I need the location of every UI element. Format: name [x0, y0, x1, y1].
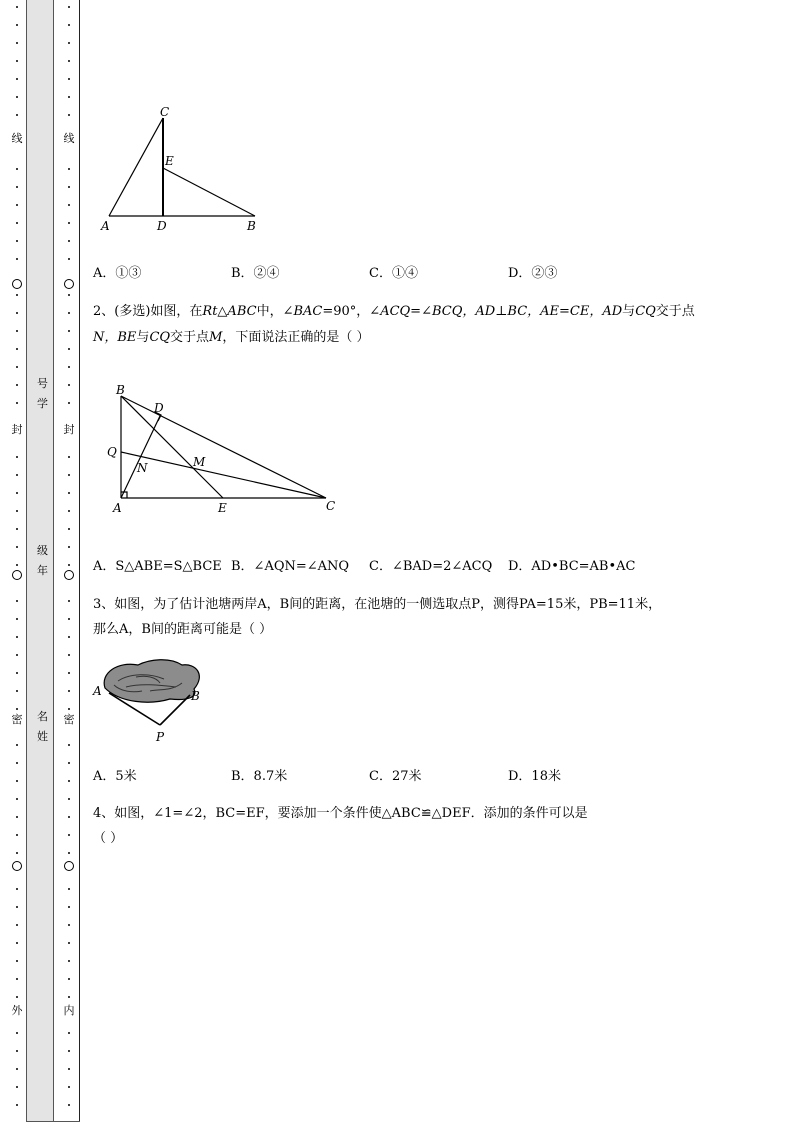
student-number-label-char: 号: [37, 377, 48, 390]
margin-dot: [16, 312, 18, 314]
q2-option-a[interactable]: A．S△ABE=S△BCE: [93, 559, 222, 574]
inner-circle-marker: [64, 279, 74, 289]
margin-dot: [16, 6, 18, 8]
name-label-char: 名: [37, 710, 48, 723]
margin-dot: [68, 834, 70, 836]
margin-dot: [68, 456, 70, 458]
margin-dot: [68, 798, 70, 800]
q3-point-B: B: [191, 689, 200, 703]
student-number-label-char: 学: [37, 397, 48, 410]
margin-dot: [68, 1032, 70, 1034]
margin-bottom-line: [26, 1121, 80, 1122]
margin-dot: [68, 852, 70, 854]
student-info-band: [26, 0, 54, 1122]
margin-dot: [68, 60, 70, 62]
margin-dot: [16, 978, 18, 980]
margin-dot: [16, 456, 18, 458]
margin-dot: [68, 906, 70, 908]
q2-point-Q: Q: [107, 445, 117, 459]
margin-dot: [16, 672, 18, 674]
margin-dot: [16, 1104, 18, 1106]
margin-dot: [16, 366, 18, 368]
margin-dot: [16, 78, 18, 80]
inner-label-seal: 封: [63, 423, 75, 436]
margin-dot: [68, 402, 70, 404]
q1-point-B: B: [247, 219, 256, 233]
margin-dot: [68, 618, 70, 620]
margin-dot: [16, 762, 18, 764]
margin-dot: [16, 690, 18, 692]
margin-dot: [16, 960, 18, 962]
q2-text: ，下面说法正确的是（ ）: [222, 330, 370, 345]
margin-dot: [16, 168, 18, 170]
q1-option-b[interactable]: B．②④: [231, 266, 280, 281]
margin-dot: [16, 618, 18, 620]
margin-dot: [68, 780, 70, 782]
margin-dot: [16, 474, 18, 476]
outer-circle-marker: [12, 570, 22, 580]
q2-math: ∠BAC: [282, 304, 323, 319]
margin-dot: [68, 258, 70, 260]
q3-option-b[interactable]: B．8.7米: [231, 769, 288, 784]
margin-dot: [68, 78, 70, 80]
margin-dot: [16, 24, 18, 26]
q2-text: 交于点: [170, 330, 210, 345]
q3-option-a[interactable]: A．5米: [93, 769, 137, 784]
grade-label-char: 级: [37, 544, 48, 557]
q4-stem-line-1: 4、如图，∠1=∠2，BC=EF，要添加一个条件使△ABC≌△DEF．添加的条件可以是: [93, 806, 588, 821]
outer-label-secret: 密: [11, 713, 23, 726]
margin-dot: [68, 636, 70, 638]
q2-math: Rt△ABC: [202, 304, 257, 319]
margin-dot: [16, 546, 18, 548]
binding-line: [79, 0, 80, 1122]
margin-dot: [16, 330, 18, 332]
margin-dot: [68, 1068, 70, 1070]
margin-dot: [16, 204, 18, 206]
margin-dot: [68, 546, 70, 548]
q2-option-b[interactable]: B．∠AQN=∠ANQ: [231, 559, 350, 574]
q2-option-d[interactable]: D．AD•BC=AB•AC: [508, 559, 636, 574]
q3-option-c[interactable]: C．27米: [369, 769, 422, 784]
margin-dot: [68, 528, 70, 530]
q2-figure: [100, 380, 350, 520]
q4-stem-line-2: （ ）: [93, 831, 124, 846]
margin-dot: [16, 42, 18, 44]
margin-dot: [16, 654, 18, 656]
margin-dot: [68, 6, 70, 8]
margin-dot: [68, 312, 70, 314]
margin-dot: [16, 906, 18, 908]
margin-dot: [68, 708, 70, 710]
margin-dot: [68, 168, 70, 170]
margin-dot: [16, 96, 18, 98]
inner-label-inside: 内: [63, 1004, 75, 1017]
margin-dot: [16, 528, 18, 530]
margin-dot: [16, 744, 18, 746]
q3-option-d[interactable]: D．18米: [508, 769, 561, 784]
q1-option-a[interactable]: A．①③: [93, 266, 142, 281]
margin-dot: [68, 240, 70, 242]
q2-math: M: [209, 330, 223, 345]
q2-text: 交于点: [655, 304, 695, 319]
margin-dot: [68, 474, 70, 476]
grade-label-char: 年: [37, 564, 48, 577]
margin-dot: [16, 1050, 18, 1052]
q2-point-D: D: [154, 401, 164, 415]
margin-dot: [68, 816, 70, 818]
q1-point-D: D: [157, 219, 167, 233]
outer-label-seal: 封: [11, 423, 23, 436]
q2-point-B: B: [116, 383, 125, 397]
q2-point-M: M: [193, 455, 206, 469]
margin-dot: [16, 222, 18, 224]
q3-pond-figure: [90, 655, 220, 750]
margin-dot: [16, 384, 18, 386]
margin-dot: [16, 780, 18, 782]
margin-dot: [68, 186, 70, 188]
margin-dot: [16, 258, 18, 260]
margin-dot: [68, 564, 70, 566]
q3-stem-line-1: 3、如图，为了估计池塘两岸A，B间的距离，在池塘的一侧选取点P，测得PA=15米，PB=11米，: [93, 597, 662, 612]
margin-dot: [16, 942, 18, 944]
inner-circle-marker: [64, 570, 74, 580]
q1-point-C: C: [160, 105, 170, 119]
q2-text: 与: [136, 330, 150, 345]
q2-math: N，BE: [93, 330, 137, 345]
q1-point-E: E: [165, 154, 174, 168]
margin-dot: [68, 960, 70, 962]
q1-option-d[interactable]: D．②③: [508, 266, 558, 281]
q3-point-A: A: [93, 684, 102, 698]
q2-math: CQ: [149, 330, 171, 345]
outer-label-line: 线: [11, 132, 23, 145]
margin-dot: [16, 816, 18, 818]
margin-dot: [68, 888, 70, 890]
q2-text: 中，: [256, 304, 283, 319]
margin-dot: [68, 222, 70, 224]
q2-math: CQ: [635, 304, 656, 319]
margin-dot: [16, 600, 18, 602]
margin-dot: [68, 24, 70, 26]
margin-dot: [16, 114, 18, 116]
q2-point-A: A: [113, 501, 122, 515]
margin-dot: [16, 294, 18, 296]
margin-dot: [16, 834, 18, 836]
q1-option-c[interactable]: C．①④: [369, 266, 418, 281]
margin-dot: [16, 798, 18, 800]
q3-stem-line-2: 那么A，B间的距离可能是（ ）: [93, 622, 273, 637]
outer-circle-marker: [12, 279, 22, 289]
margin-dot: [16, 240, 18, 242]
outer-circle-marker: [12, 861, 22, 871]
q2-stem-line-1: [93, 300, 695, 324]
outer-label-outside: 外: [11, 1004, 23, 1017]
q2-point-C: C: [326, 499, 336, 513]
margin-dot: [68, 744, 70, 746]
margin-dot: [16, 852, 18, 854]
margin-dot: [68, 492, 70, 494]
margin-dot: [68, 96, 70, 98]
margin-dot: [68, 1104, 70, 1106]
margin-dot: [16, 492, 18, 494]
margin-dot: [68, 600, 70, 602]
q2-point-N: N: [137, 461, 148, 475]
q1-figure: [93, 100, 273, 240]
margin-dot: [68, 996, 70, 998]
q2-option-c[interactable]: C．∠BAD=2∠ACQ: [369, 559, 493, 574]
margin-dot: [68, 294, 70, 296]
margin-dot: [68, 978, 70, 980]
margin-dot: [16, 708, 18, 710]
name-label-char: 姓: [37, 730, 48, 743]
q2-stem-line-2: [93, 326, 370, 350]
margin-dot: [68, 114, 70, 116]
q2-math: ∠ACQ=∠BCQ，AD⊥BC，AE=CE，AD: [369, 304, 623, 319]
margin-dot: [16, 1086, 18, 1088]
q1-point-A: A: [101, 219, 110, 233]
q2-text: =90°，: [322, 304, 370, 319]
inner-label-secret: 密: [63, 713, 75, 726]
margin-dot: [16, 510, 18, 512]
margin-dot: [68, 1050, 70, 1052]
margin-dot: [16, 888, 18, 890]
margin-dot: [68, 654, 70, 656]
margin-dot: [16, 1032, 18, 1034]
margin-dot: [16, 402, 18, 404]
margin-dot: [68, 384, 70, 386]
margin-dot: [68, 366, 70, 368]
margin-dot: [68, 1086, 70, 1088]
margin-dot: [16, 1068, 18, 1070]
margin-dot: [68, 42, 70, 44]
q3-point-P: P: [156, 730, 165, 744]
margin-dot: [68, 924, 70, 926]
margin-dot: [68, 204, 70, 206]
margin-dot: [16, 924, 18, 926]
margin-dot: [16, 636, 18, 638]
margin-dot: [68, 762, 70, 764]
margin-dot: [16, 564, 18, 566]
q2-text: 2、(多选)如图，在: [93, 304, 203, 319]
margin-dot: [68, 672, 70, 674]
margin-dot: [68, 510, 70, 512]
margin-dot: [68, 348, 70, 350]
q2-text: 与: [622, 304, 636, 319]
margin-dot: [16, 186, 18, 188]
margin-dot: [16, 996, 18, 998]
margin-dot: [68, 330, 70, 332]
margin-dot: [68, 690, 70, 692]
margin-dot: [16, 348, 18, 350]
inner-label-line: 线: [63, 132, 75, 145]
q2-point-E: E: [218, 501, 227, 515]
inner-circle-marker: [64, 861, 74, 871]
margin-dot: [68, 942, 70, 944]
margin-dot: [16, 60, 18, 62]
